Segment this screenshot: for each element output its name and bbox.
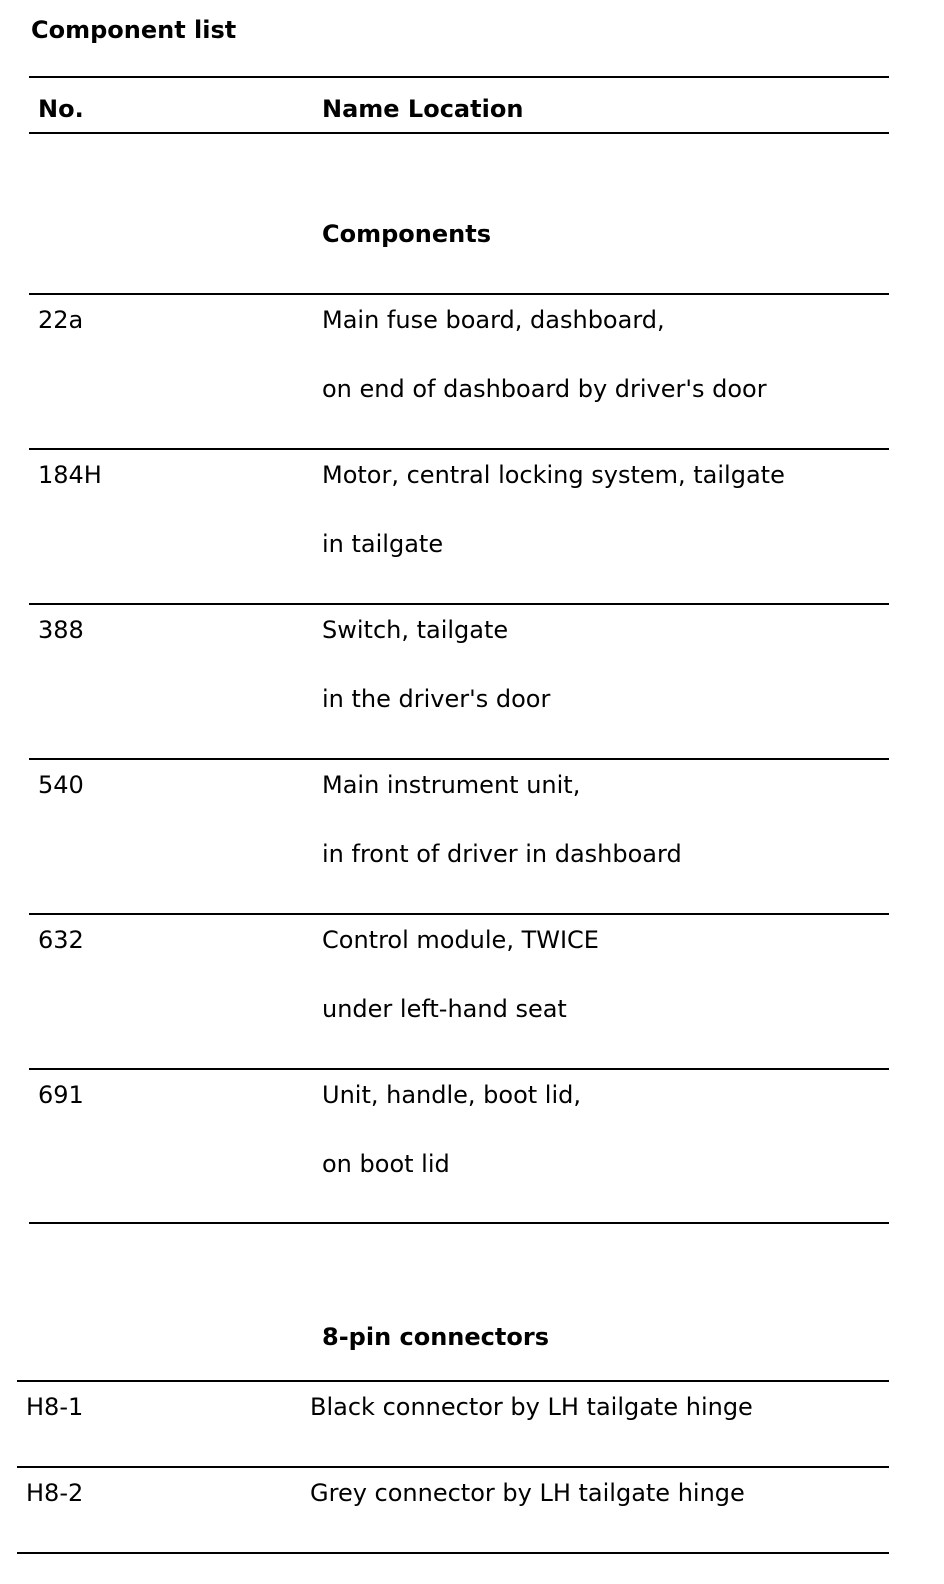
component-location: in front of driver in dashboard: [322, 840, 682, 868]
component-no: 691: [38, 1081, 84, 1109]
header-no: No.: [38, 95, 84, 123]
component-location: in the driver's door: [322, 685, 551, 713]
component-name: Motor, central locking system, tailgate: [322, 461, 785, 489]
component-location: in tailgate: [322, 530, 444, 558]
row-rule: [29, 913, 889, 915]
row-rule: [29, 448, 889, 450]
connector-no: H8-2: [26, 1479, 84, 1507]
component-no: 184H: [38, 461, 102, 489]
component-name: Switch, tailgate: [322, 616, 509, 644]
component-no: 388: [38, 616, 84, 644]
section-title-connectors: 8-pin connectors: [322, 1323, 549, 1351]
component-name: Main fuse board, dashboard,: [322, 306, 665, 334]
row-rule: [29, 1068, 889, 1070]
page-title: Component list: [31, 16, 237, 44]
component-name: Main instrument unit,: [322, 771, 581, 799]
row-rule: [17, 1380, 889, 1382]
component-location: on boot lid: [322, 1150, 450, 1178]
header-name-location: Name Location: [322, 95, 524, 123]
row-rule: [17, 1466, 889, 1468]
section-title-components: Components: [322, 220, 491, 248]
component-name: Unit, handle, boot lid,: [322, 1081, 582, 1109]
section-end-rule: [29, 1222, 889, 1224]
table-end-rule: [17, 1552, 889, 1554]
header-bottom-rule: [29, 132, 889, 134]
row-rule: [29, 293, 889, 295]
row-rule: [29, 603, 889, 605]
connector-no: H8-1: [26, 1393, 84, 1421]
header-top-rule: [29, 76, 889, 78]
connector-description: Black connector by LH tailgate hinge: [310, 1393, 753, 1421]
connector-description: Grey connector by LH tailgate hinge: [310, 1479, 745, 1507]
component-no: 22a: [38, 306, 84, 334]
component-name: Control module, TWICE: [322, 926, 599, 954]
row-rule: [29, 758, 889, 760]
component-no: 540: [38, 771, 84, 799]
component-location: under left-hand seat: [322, 995, 567, 1023]
component-location: on end of dashboard by driver's door: [322, 375, 767, 403]
component-no: 632: [38, 926, 84, 954]
